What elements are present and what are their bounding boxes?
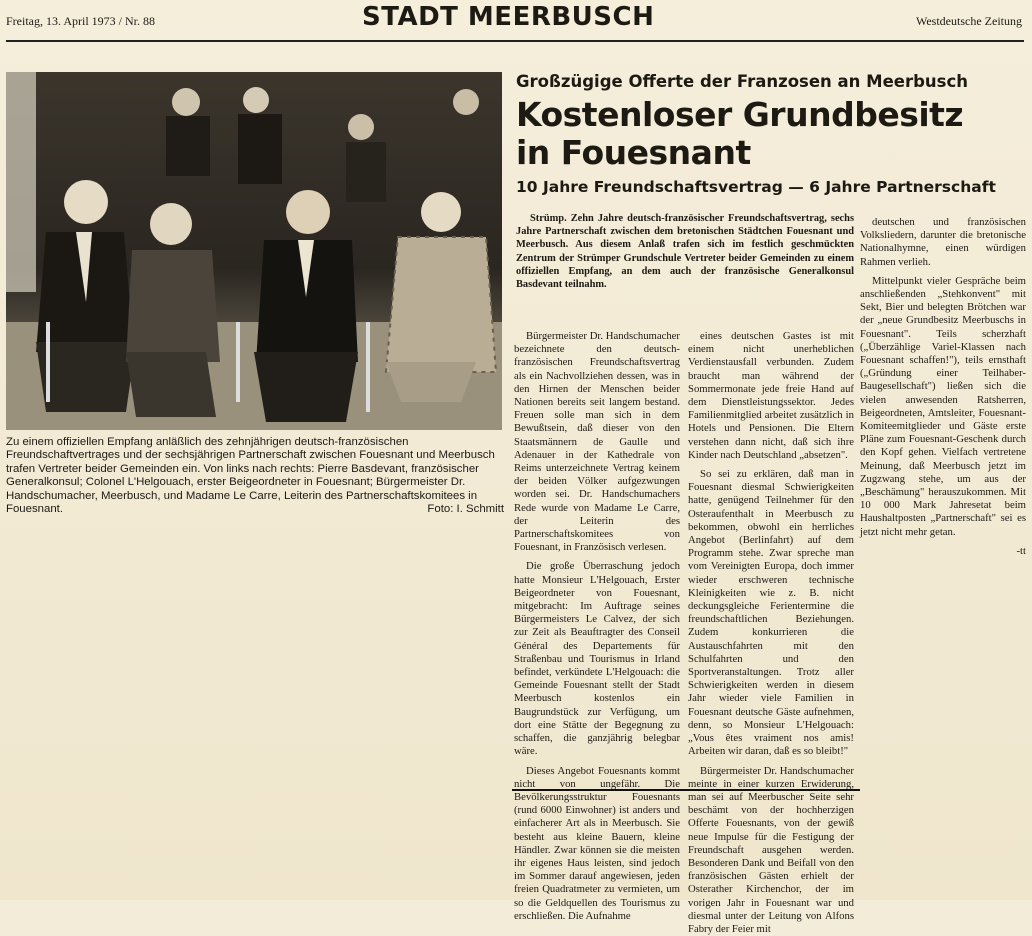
article-column-3 <box>860 216 1026 526</box>
article-subhead: 10 Jahre Freundschaftsvertrag — 6 Jahre Partnerschaft <box>516 178 996 196</box>
news-photo <box>6 72 502 430</box>
issue-date: Freitag, 13. April 1973 / Nr. 88 <box>6 14 155 29</box>
paragraph: Bürgermeister Dr. Handschumacher bezeichnete den deutsch-französischen Freundschaftsvertrag als ein Nachvollziehen dessen, was in den Hirnen der Menschen beider Nationen bereits seit langem bestand. Freuen solle man sich in dem Bewußtsein, daß dieser von den Staatsmännern de Gaulle und Adenauer in der Kathedrale von Reims unterzeichnete Vertrag keinem der beiden Völker aufgezwungen worden sei. Dr. Handschumachers Rede wurde von Madame Le Carre, der Leiterin des Partnerschaftskomitees von Fouesnant, in Französisch verlesen. <box>514 330 680 554</box>
photo-credit: Foto: I. Schmitt <box>427 503 504 516</box>
photo-illustration <box>6 72 502 430</box>
article-column-1 <box>514 330 680 896</box>
article-kicker: Großzügige Offerte der Franzosen an Meerbusch <box>516 72 968 91</box>
paragraph: So sei zu erklären, daß man in Fouesnant diesmal Schwierigkeiten hatte, genügend Teilnehmer für den Osteraufenthalt in Meerbusch zu bekommen, obwohl ein herrliches Angebot (Berlinfahrt) auf dem Programm stehe. Zwar spreche man vom Vereinigten Europa, doch immer wieder erschweren technische Kleinigkeiten wie z. B. nicht deckungsgleiche Ferientermine die freundschaftlichen Beziehungen. Zudem konkurrieren die Austauschfahrten mit den Schulfahrten und den Sportveranstaltungen. Trotz aller Schwierigkeiten werden in diesem Jahr wieder viele Familien in Fouesnant deutsche Gäste aufnehmen, denn, so Monsieur L'Helgouach: „Vous êtes vraiment nos amis! Arbeiten wir daran, daß es so bleibt!" <box>688 468 854 758</box>
photo-caption <box>6 436 504 516</box>
paragraph: Bürgermeister Dr. Handschumacher meinte in einer kurzen Erwiderung, man sei auf Meerbuscher Seite sehr beschämt von der hochherzigen Offerte Fouesnants, von der gewiß neue Impulse für die Festigung der Freundschaft ausgehen werden. Besonderen Dank und Beifall von den französischen Gästen erhielt der Osterather Kirchenchor, der im vorigen Jahr in Fouesnant war und diesmal unter der Leitung von Alfons Fabry der Feier mit <box>688 765 854 936</box>
paragraph: Dieses Angebot Fouesnants kommt nicht von ungefähr. Die Bevölkerungsstruktur Fouesnants (rund 6000 Einwohner) ist anders und einfacherer Art als in Meerbusch. Sie besteht aus kleine Bauern, kleine Händler. Zwar können sie die meisten ihr eigenes Haus leisten, sind jedoch im Sommer darauf angewiesen, jeden freien Quadratmeter zu vermieten, um so die Geldquellen des Tourismus zu erschließen. Die Aufnahme <box>514 765 680 923</box>
paragraph: deutschen und französischen Volksliedern, darunter die bretonische Nationalhymne, einen würdigen Rahmen verlieh. <box>860 216 1026 269</box>
paragraph: Mittelpunkt vieler Gespräche beim anschließenden „Stehkonvent" mit Sekt, Bier und belegten Brötchen war der „neue Grundbesitz Meerbuschs in Fouesnant". Teils scherzhaft („Überzählige Variel-Klassen nach Fouesnant schaffen!"), teils ernsthaft („Gründung einer Teilhaber-Baugesellschaft") ließen sich die vielen anwesenden Ratsherren, Beigeordneten, Amtsleiter, Fouesnant-Komiteemitglieder und Gäste erste Pläne zum Fouesnant-Geschenk durch den Kopf gehen. Vielfach vertretene Meinung, daß Meerbusch jetzt im Zugzwang stehe, um aus der „Beschämung" herauszukommen. Mit 10 000 Mark Jahresetat beim Haushaltposten „Partnerschaft" sei es jetzt nicht mehr getan. <box>860 275 1026 539</box>
paragraph: Die große Überraschung jedoch hatte Monsieur L'Helgouach, Erster Beigeordneter von Fouesnant, mitgebracht: Im Auftrage seines Bürgermeisters Le Calvez, der sich zur Zeit als Beauftragter des Conseil Général des Departements für Straßenbau und Tourismus in Irland befindet, verkündete L'Helgouach: die Gemeinde Fouesnant stellt der Stadt Meerbusch kostenlos ein Baugrundstück zur Verfügung, um dort eine Stätte der Begegnung zu schaffen, die ganzjährig belegbar wäre. <box>514 560 680 758</box>
caption-text: Zu einem offiziellen Empfang anläßlich des zehnjährigen deutsch-französischen Freundschaftvertrages und der sechsjährigen Partnerschaft zwischen Fouesnant und Meerbusch trafen Vertreter beider Gemeinden ein. Von links nach rechts: Pierre Basdevant, französischer Generalkonsul; Colonel L'Helgouach, erster Beigeordneter in Fouesnant; Bürgermeister Dr. Handschumacher, Meerbusch, und Madame Le Carre, Leiterin des Partnerschaftskomitees in Fouesnant. <box>6 436 495 515</box>
author-signature: -tt <box>860 545 1026 558</box>
headline-line-2: in Fouesnant <box>516 134 963 172</box>
pen-underline-mark <box>512 789 860 791</box>
article-lead: Strümp. Zehn Jahre deutsch-französischer Freundschaftsvertrag, sechs Jahre Partnerschaft zwischen dem bretonischen Städtchen Fouesnant und Meerbusch. Aus diesem Anlaß trafen sich im festlich geschmückten Zentrum der Strümper Grundschule Vertreter beider Gemeinden zu einem offiziellen Empfang, an dem auch der französische Generalkonsul Basdevant teilnahm. <box>516 212 854 291</box>
headline-line-1: Kostenloser Grundbesitz <box>516 96 963 134</box>
section-title: STADT MEERBUSCH <box>362 2 654 32</box>
paragraph: eines deutschen Gastes ist mit einem nicht unerheblichen Verdienstausfall verbunden. Zudem braucht man während der Sommermonate jede freie Hand auf dem Dienstleistungssektor. Jedes Familienmitglied arbeitet zusätzlich in Hotels und Pensionen. Die Eltern verstehen dann nicht, daß sich ihre Kinder nach Deutschland „absetzen". <box>688 330 854 462</box>
article-headline <box>516 96 963 172</box>
masthead-rule <box>6 40 1024 42</box>
newspaper-name: Westdeutsche Zeitung <box>916 14 1022 29</box>
article-column-2 <box>688 330 854 896</box>
